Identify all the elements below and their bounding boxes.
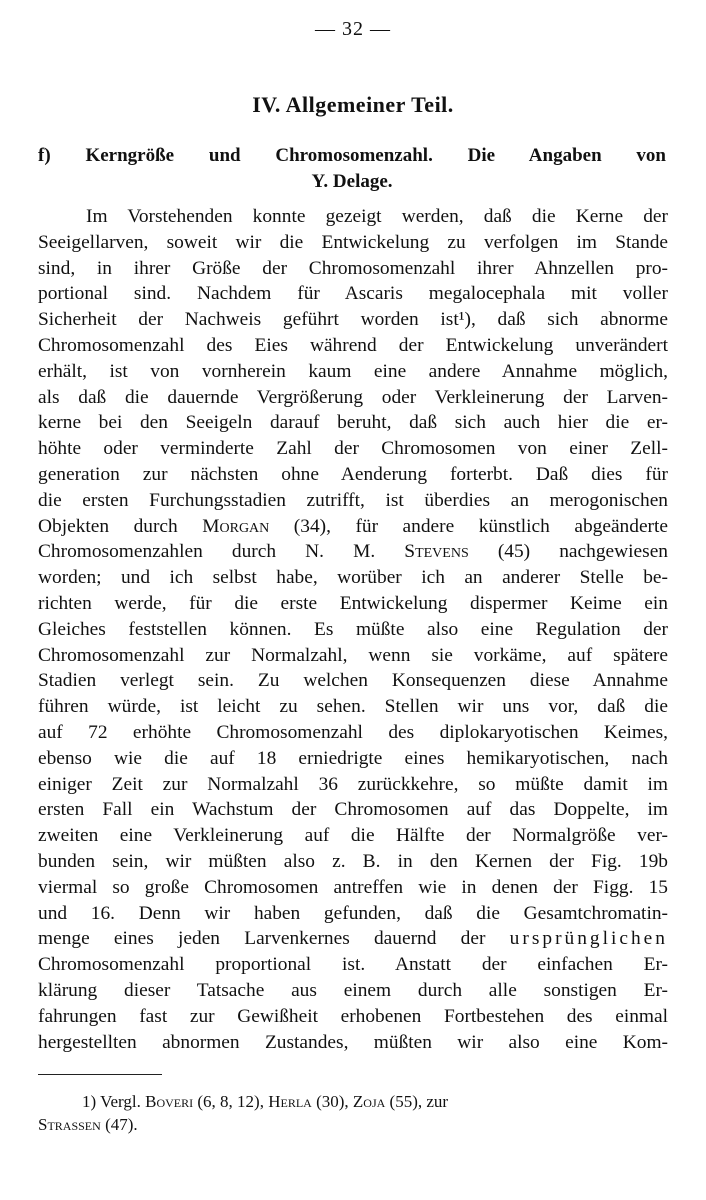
text-line: sind, in ihrer Größe der Chromosomenzahl ihrer Ahnzellen pro- (38, 257, 668, 279)
footnote-line: Strassen (47). (38, 1115, 138, 1134)
text-line: hergestellten abnormen Zustandes, müßten wir also eine Kom- (38, 1031, 668, 1053)
text-line: Chromosomenzahlen durch N. M. Stevens (45) nachgewiesen (38, 541, 668, 563)
section-heading (38, 143, 666, 195)
text-line: bunden sein, wir müßten also z. B. in den Kernen der Fig. 19b (38, 850, 668, 872)
text-line: einiger Zeit zur Normalzahl 36 zurückkehre, so müßte damit im (38, 773, 668, 795)
text-line: Chromosomenzahl zur Normalzahl, wenn sie vorkäme, auf spätere (38, 644, 668, 666)
text-line: ebenso wie die auf 18 erniedrigte eines hemikaryotischen, nach (38, 747, 668, 769)
footnotes (38, 1090, 668, 1136)
text-line: und 16. Denn wir haben gefunden, daß die Gesamtchromatin- (38, 902, 668, 924)
text-line: Seeigellarven, soweit wir die Entwickelung zu verfolgen im Stande (38, 231, 668, 253)
section-heading-line: Y. Delage. (311, 171, 393, 192)
footnote-line: 1) Vergl. Boveri (6, 8, 12), Herla (30), Zoja (55), zur (82, 1092, 449, 1111)
text-line: führen würde, ist leicht zu sehen. Stellen wir uns vor, daß die (38, 696, 668, 718)
text-line: klärung dieser Tatsache aus einem durch alle sonstigen Er- (38, 979, 668, 1001)
text-line: die ersten Furchungsstadien zutrifft, ist überdies an merogonischen (38, 489, 668, 511)
part-heading: IV. Allgemeiner Teil. (252, 92, 454, 117)
text-line: zweiten eine Verkleinerung auf die Hälfte der Normalgröße ver- (38, 825, 668, 847)
text-line: Gleiches feststellen können. Es müßte also eine Regulation der (38, 618, 668, 640)
text-line: Chromosomenzahl proportional ist. Anstatt der einfachen Er- (38, 954, 668, 976)
section-heading-line: f) Kerngröße und Chromosomenzahl. Die Angaben von (38, 145, 666, 166)
text-line: fahrungen fast zur Gewißheit erhobenen Fortbestehen des einmal (38, 1005, 668, 1027)
text-line: viermal so große Chromosomen antreffen wie in denen der Figg. 15 (38, 876, 668, 898)
body-text (38, 204, 668, 1055)
text-line: Chromosomenzahl des Eies während der Entwickelung unverändert (38, 334, 668, 356)
text-line: Stadien verlegt sein. Zu welchen Konsequenzen diese Annahme (38, 670, 668, 692)
text-line: richten werde, für die erste Entwickelung dispermer Keime ein (38, 592, 668, 614)
page-number: — 32 — (315, 18, 391, 40)
text-line: Sicherheit der Nachweis geführt worden ist¹), daß sich abnorme (38, 309, 668, 331)
text-line: menge eines jeden Larvenkernes dauernd der ursprünglichen (38, 928, 668, 950)
text-line: worden; und ich selbst habe, worüber ich an anderer Stelle be- (38, 567, 668, 589)
text-line: Objekten durch Morgan (34), für andere künstlich abgeänderte (38, 515, 668, 537)
text-line: Im Vorstehenden konnte gezeigt werden, daß die Kerne der (86, 206, 668, 227)
text-line: kerne bei den Seeigeln darauf beruht, daß sich auch hier die er- (38, 412, 668, 434)
text-line: erhält, ist von vornherein kaum eine andere Annahme möglich, (38, 360, 668, 382)
text-line: portional sind. Nachdem für Ascaris megalocephala mit voller (38, 283, 668, 305)
text-line: generation zur nächsten ohne Aenderung forterbt. Daß dies für (38, 463, 668, 485)
footnote-divider (38, 1074, 162, 1075)
text-line: höhte oder verminderte Zahl der Chromosomen von einer Zell- (38, 438, 668, 460)
text-line: auf 72 erhöhte Chromosomenzahl des diplokaryotischen Keimes, (38, 721, 668, 743)
text-line: als daß die dauernde Vergrößerung oder Verkleinerung der Larven- (38, 386, 668, 408)
text-line: ersten Fall ein Wachstum der Chromosomen auf das Doppelte, im (38, 799, 668, 821)
